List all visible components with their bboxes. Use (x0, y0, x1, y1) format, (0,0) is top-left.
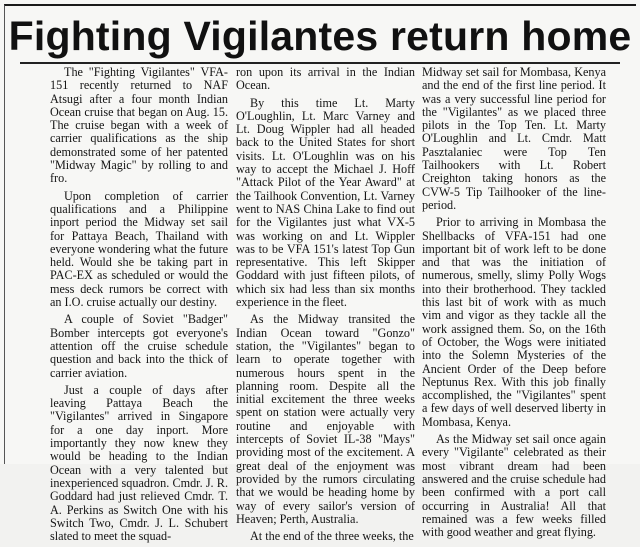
paragraph: Just a couple of days after leaving Pattaya Beach the "Vigilantes" arrived in Singapore for a one day inport. More importantly they now knew they would be heading to the Indian Ocean with a very talented but inexperienced squadron. Cmdr. J. R. Goddard had just relieved Cmdr. T. A. Perkins as Switch One with his Switch Two, Cmdr. J. L. Schubert slated to meet the squad- (50, 382, 228, 544)
article-column-2 (236, 66, 415, 547)
paragraph: Prior to arriving in Mombasa the Shellbacks of VFA-151 had one important bit of work left to be done and that was the initiation of numerous, smelly, slimy Polly Wogs into their brotherhood. They tackled this last bit of work with as much vim and vigor as they tackle all the work assigned them. So, on the 16th of October, the Wogs were initiated into the Solemn Mysteries of the Ancient Order of the Deep before Neptunus Rex. With this job finally accomplished, the "Vigilantes" spent a few days of well deserved liberty in Mombasa, Kenya. (422, 215, 606, 429)
headline-rule (20, 62, 620, 64)
headline: Fighting Vigilantes return home (8, 13, 632, 59)
paragraph: As the Midway set sail once again every "Vigilante" celebrated as their most vibrant dream had been answered and the cruise schedule had been confirmed with a port call occurring in Australia! All that remained was a few weeks filled with good weather and great flying. (422, 432, 606, 540)
paragraph: ron upon its arrival in the Indian Ocean. (236, 65, 415, 93)
paragraph: At the end of the three weeks, the (250, 529, 414, 544)
article-column-1 (50, 66, 228, 547)
paragraph: The "Fighting Vigilantes" VFA-151 recently returned to NAF Atsugi after a four month Indian Ocean cruise that began on Aug. 15. The cruise began with a week of carrier qualifications as the ship demonstrated some of her patented "Midway Magic" by rolling to and fro. (50, 65, 228, 186)
paragraph: As the Midway transited the Indian Ocean toward "Gonzo" station, the "Vigilantes" began to learn to operate together with numerous hours spent in the planning room. Despite all the initial excitement the three weeks spent on station were actually very routine and enjoyable with intercepts of Soviet IL-38 "Mays" providing most of the excitement. A great deal of the enjoyment was provided by the rumors circulating that we would be heading home by way of every sailor's version of Heaven; Perth, Australia. (236, 312, 415, 526)
article-column-3 (422, 66, 606, 543)
paragraph: Midway set sail for Mombasa, Kenya and the end of the first line period. It was a very successful line period for the "Vigilantes" as we placed three pilots in the Top Ten. Lt. Marty O'Loughlin and Lt. Cmdr. Matt Pasztalaniec were Top Ten Tailhookers with Lt. Robert Creighton taking honors as the CVW-5 Tip Tailhooker of the line-period. (422, 65, 606, 212)
paragraph: By this time Lt. Marty O'Loughlin, Lt. Marc Varney and Lt. Doug Wippler had all headed back to the United States for short visits. Lt. O'Loughlin was on his way to accept the Michael J. Hoff "Attack Pilot of the Year Award" at the Tailhook Convention, Lt. Varney went to NAS China Lake to find out for the Vigilantes just what VX-5 was working on and Lt. Wippler was to be VFA 151's latest Top Gun representative. This left Skipper Goddard with just fifteen pilots, of which six had less than six months experience in the fleet. (236, 95, 415, 310)
paragraph: A couple of Soviet "Badger" Bomber intercepts got everyone's attention off the cruise schedule question and back into the thick of carrier aviation. (50, 312, 228, 380)
paragraph: Upon completion of carrier qualifications and a Philippine inport period the Midway set sail for Pattaya Beach, Thailand with everyone wondering what the future held. Would she be taking part in PAC-EX as scheduled or would the mess deck rumors be correct with an I.O. cruise actually our destiny. (50, 188, 228, 310)
